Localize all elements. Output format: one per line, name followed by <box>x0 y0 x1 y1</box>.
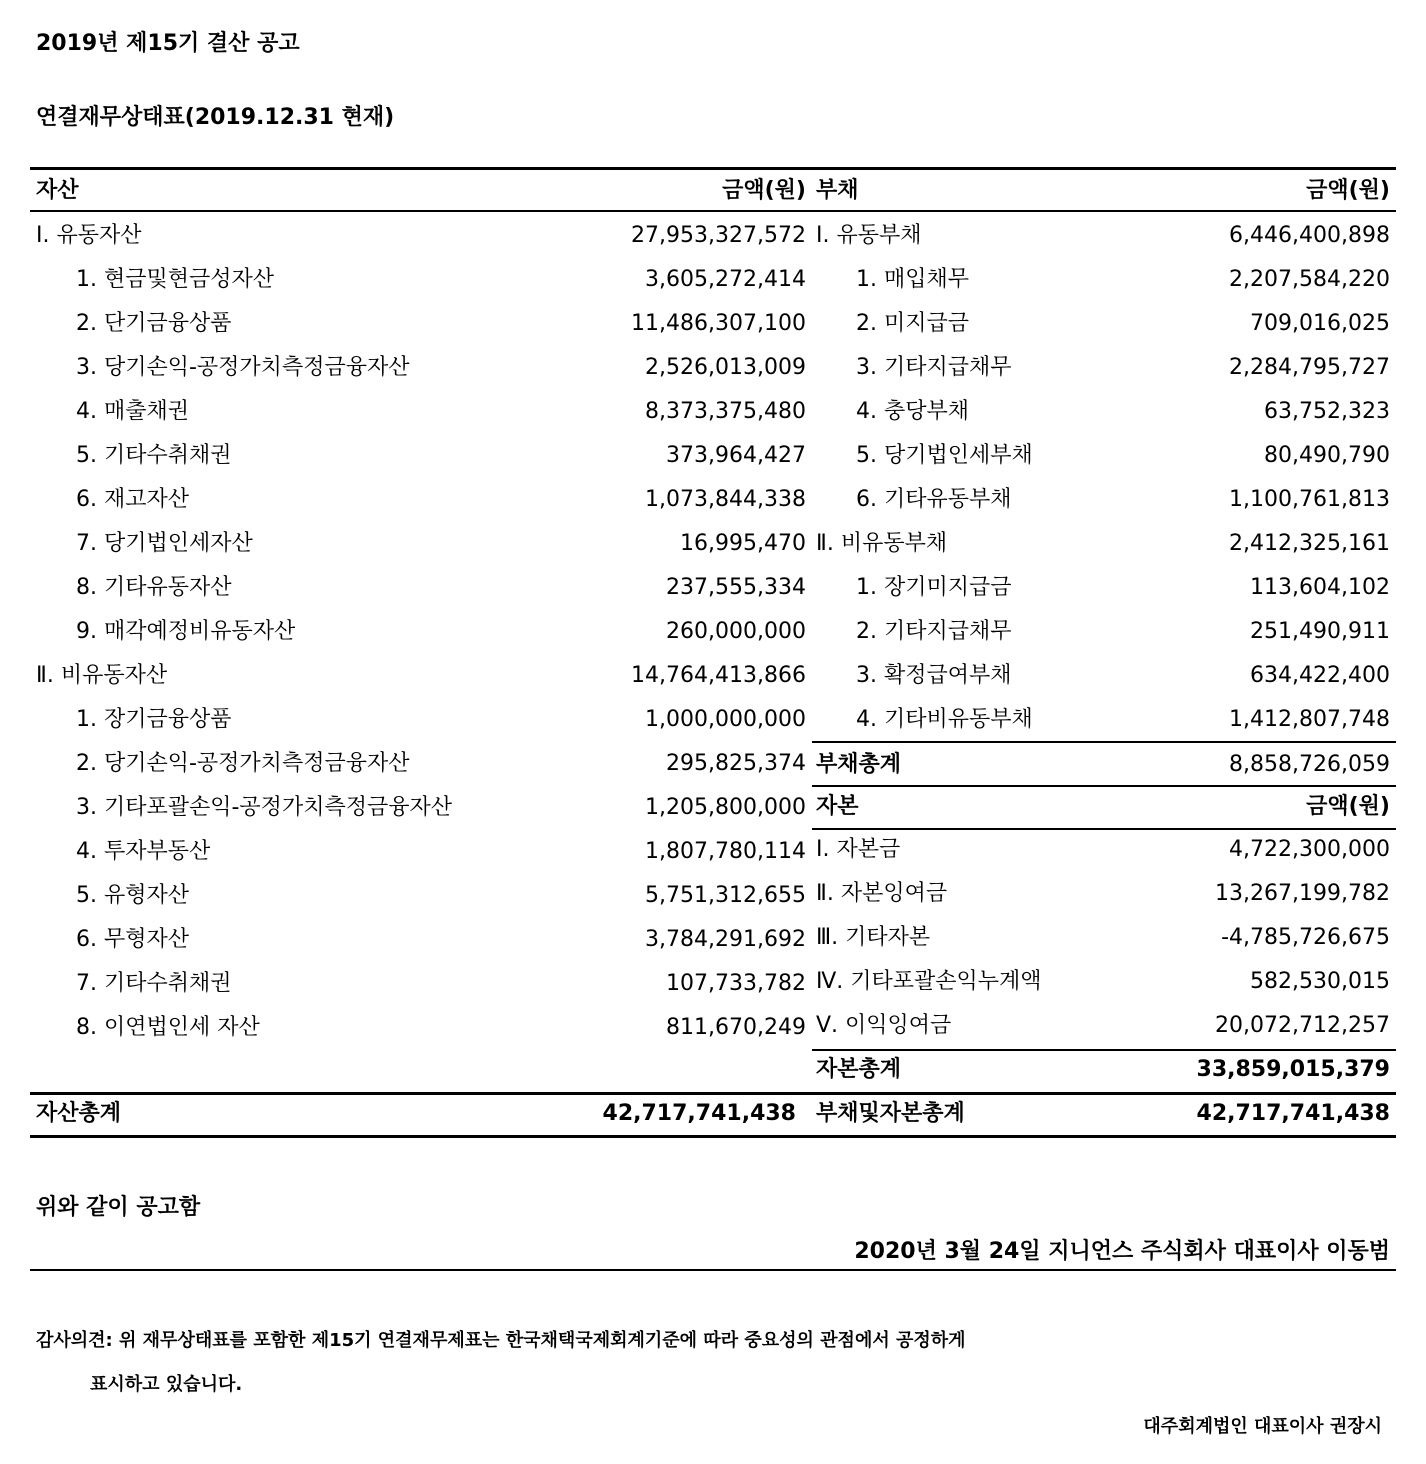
equity-total-value: 33,859,015,379 <box>1196 1057 1390 1082</box>
liab-equity-total-row <box>816 1092 1390 1136</box>
liability-row <box>816 478 1390 522</box>
asset-row <box>36 302 806 346</box>
asset-label: 2. 단기금융상품 <box>76 311 232 336</box>
asset-row <box>36 1006 806 1050</box>
asset-label: 8. 이연법인세 자산 <box>76 1015 260 1040</box>
asset-row <box>36 478 806 522</box>
liability-label: 4. 기타비유동부채 <box>856 707 1033 732</box>
asset-row <box>36 434 806 478</box>
asset-row <box>36 654 806 698</box>
liabilities-total-row <box>816 743 1390 787</box>
assets-amount-header: 금액(원) <box>722 178 806 203</box>
liability-row <box>816 698 1390 742</box>
asset-label: 9. 매각예정비유동자산 <box>76 619 296 644</box>
asset-row <box>36 214 806 258</box>
liability-value: 2,284,795,727 <box>1229 355 1390 380</box>
asset-label: 6. 무형자산 <box>76 927 189 952</box>
equity-header: 자본 <box>816 794 859 819</box>
liability-row <box>816 302 1390 346</box>
liability-label: 6. 기타유동부채 <box>856 487 1012 512</box>
asset-label: 7. 당기법인세자산 <box>76 531 253 556</box>
equity-value: 582,530,015 <box>1250 969 1390 994</box>
liability-label: 3. 기타지급채무 <box>856 355 1012 380</box>
table-top-rule <box>30 167 1396 170</box>
auditor-name: 대주회계법인 대표이사 권장시 <box>1143 1416 1382 1437</box>
audit-opinion-line1: 감사의견: 위 재무상태표를 포함한 제15기 연결재무제표는 한국채택국제회계기준에 따라 중요성의 관점에서 공정하게 <box>36 1330 966 1351</box>
equity-row <box>816 828 1390 872</box>
liability-value: 251,490,911 <box>1250 619 1390 644</box>
liability-value: 113,604,102 <box>1250 575 1390 600</box>
asset-row <box>36 830 806 874</box>
assets-header: 자산 <box>36 178 79 203</box>
asset-row <box>36 698 806 742</box>
liability-row <box>816 258 1390 302</box>
liability-label: 3. 확정급여부채 <box>856 663 1012 688</box>
asset-value: 811,670,249 <box>666 1015 806 1040</box>
asset-label: 8. 기타유동자산 <box>76 575 232 600</box>
liability-row <box>816 390 1390 434</box>
equity-label: Ⅲ. 기타자본 <box>816 925 931 950</box>
asset-value: 1,205,800,000 <box>645 795 806 820</box>
liab-equity-total-value: 42,717,741,438 <box>1196 1101 1390 1126</box>
asset-value: 373,964,427 <box>666 443 806 468</box>
asset-row <box>36 610 806 654</box>
liability-row <box>816 610 1390 654</box>
liability-row <box>816 214 1390 258</box>
liability-row <box>816 566 1390 610</box>
equity-total-row <box>816 1048 1390 1092</box>
liability-label: 5. 당기법인세부채 <box>856 443 1033 468</box>
equity-value: 20,072,712,257 <box>1215 1013 1390 1038</box>
statement-title: 연결재무상태표(2019.12.31 현재) <box>36 105 395 130</box>
header-bottom-rule <box>30 210 1396 212</box>
liability-value: 709,016,025 <box>1250 311 1390 336</box>
asset-value: 237,555,334 <box>666 575 806 600</box>
liability-label: 1. 매입채무 <box>856 267 969 292</box>
liability-label: Ⅰ. 유동부채 <box>816 223 922 248</box>
assets-total-value: 42,717,741,438 <box>602 1101 796 1126</box>
asset-row <box>36 258 806 302</box>
asset-label: 6. 재고자산 <box>76 487 189 512</box>
liability-label: 2. 기타지급채무 <box>856 619 1012 644</box>
equity-label: Ⅳ. 기타포괄손익누계액 <box>816 969 1042 994</box>
liability-value: 80,490,790 <box>1264 443 1390 468</box>
liability-row <box>816 654 1390 698</box>
equity-label: Ⅰ. 자본금 <box>816 837 901 862</box>
asset-value: 2,526,013,009 <box>645 355 806 380</box>
liability-row <box>816 522 1390 566</box>
equity-row <box>816 960 1390 1004</box>
liability-value: 1,412,807,748 <box>1229 707 1390 732</box>
asset-value: 8,373,375,480 <box>645 399 806 424</box>
asset-label: Ⅰ. 유동자산 <box>36 223 142 248</box>
asset-label: 5. 기타수취채권 <box>76 443 232 468</box>
equity-total-label: 자본총계 <box>816 1057 902 1082</box>
asset-row <box>36 786 806 830</box>
asset-row <box>36 390 806 434</box>
equity-header-row <box>816 785 1390 829</box>
table-bottom-rule <box>30 1135 1396 1138</box>
liability-row <box>816 346 1390 390</box>
asset-value: 3,784,291,692 <box>645 927 806 952</box>
asset-label: 7. 기타수취채권 <box>76 971 232 996</box>
asset-row <box>36 522 806 566</box>
equity-value: 13,267,199,782 <box>1215 881 1390 906</box>
equity-label: Ⅴ. 이익잉여금 <box>816 1013 952 1038</box>
audit-opinion-line2: 표시하고 있습니다. <box>90 1374 243 1395</box>
asset-value: 27,953,327,572 <box>631 223 806 248</box>
liability-value: 2,207,584,220 <box>1229 267 1390 292</box>
equity-value: -4,785,726,675 <box>1221 925 1390 950</box>
liability-value: 63,752,323 <box>1264 399 1390 424</box>
asset-label: 1. 장기금융상품 <box>76 707 232 732</box>
liabilities-amount-header: 금액(원) <box>1306 178 1390 203</box>
liability-label: 2. 미지급금 <box>856 311 969 336</box>
asset-value: 1,073,844,338 <box>645 487 806 512</box>
liability-row <box>816 434 1390 478</box>
asset-value: 5,751,312,655 <box>645 883 806 908</box>
equity-row <box>816 1004 1390 1048</box>
liability-label: 4. 충당부채 <box>856 399 969 424</box>
liabilities-total-value: 8,858,726,059 <box>1229 752 1390 777</box>
asset-label: 2. 당기손익-공정가치측정금융자산 <box>76 751 410 776</box>
asset-value: 295,825,374 <box>666 751 806 776</box>
liability-value: 1,100,761,813 <box>1229 487 1390 512</box>
asset-label: 5. 유형자산 <box>76 883 189 908</box>
notice-text: 위와 같이 공고함 <box>36 1195 201 1220</box>
asset-value: 16,995,470 <box>680 531 806 556</box>
asset-value: 1,000,000,000 <box>645 707 806 732</box>
asset-row <box>36 742 806 786</box>
assets-total-label: 자산총계 <box>36 1101 122 1126</box>
equity-row <box>816 872 1390 916</box>
liabilities-header: 부채 <box>816 178 859 203</box>
asset-label: 3. 당기손익-공정가치측정금융자산 <box>76 355 410 380</box>
liability-label: Ⅱ. 비유동부채 <box>816 531 948 556</box>
asset-label: 4. 투자부동산 <box>76 839 211 864</box>
liability-value: 6,446,400,898 <box>1229 223 1390 248</box>
asset-row <box>36 566 806 610</box>
equity-amount-header: 금액(원) <box>1306 794 1390 819</box>
asset-value: 107,733,782 <box>666 971 806 996</box>
signature-rule <box>30 1269 1396 1271</box>
asset-label: Ⅱ. 비유동자산 <box>36 663 168 688</box>
asset-label: 3. 기타포괄손익-공정가치측정금융자산 <box>76 795 452 820</box>
liability-value: 634,422,400 <box>1250 663 1390 688</box>
equity-label: Ⅱ. 자본잉여금 <box>816 881 948 906</box>
asset-row <box>36 962 806 1006</box>
assets-total-row <box>36 1092 796 1136</box>
asset-value: 1,807,780,114 <box>645 839 806 864</box>
asset-value: 11,486,307,100 <box>631 311 806 336</box>
signature-line: 2020년 3월 24일 지니언스 주식회사 대표이사 이동범 <box>854 1239 1390 1264</box>
equity-row <box>816 916 1390 960</box>
equity-value: 4,722,300,000 <box>1229 837 1390 862</box>
liab-equity-total-label: 부채및자본총계 <box>816 1101 965 1126</box>
asset-value: 3,605,272,414 <box>645 267 806 292</box>
asset-value: 14,764,413,866 <box>631 663 806 688</box>
asset-label: 4. 매출채권 <box>76 399 189 424</box>
asset-row <box>36 346 806 390</box>
announcement-title: 2019년 제15기 결산 공고 <box>36 31 300 56</box>
asset-row <box>36 918 806 962</box>
liability-label: 1. 장기미지급금 <box>856 575 1012 600</box>
liability-value: 2,412,325,161 <box>1229 531 1390 556</box>
asset-label: 1. 현금및현금성자산 <box>76 267 274 292</box>
liabilities-total-label: 부채총계 <box>816 752 902 777</box>
asset-value: 260,000,000 <box>666 619 806 644</box>
asset-row <box>36 874 806 918</box>
